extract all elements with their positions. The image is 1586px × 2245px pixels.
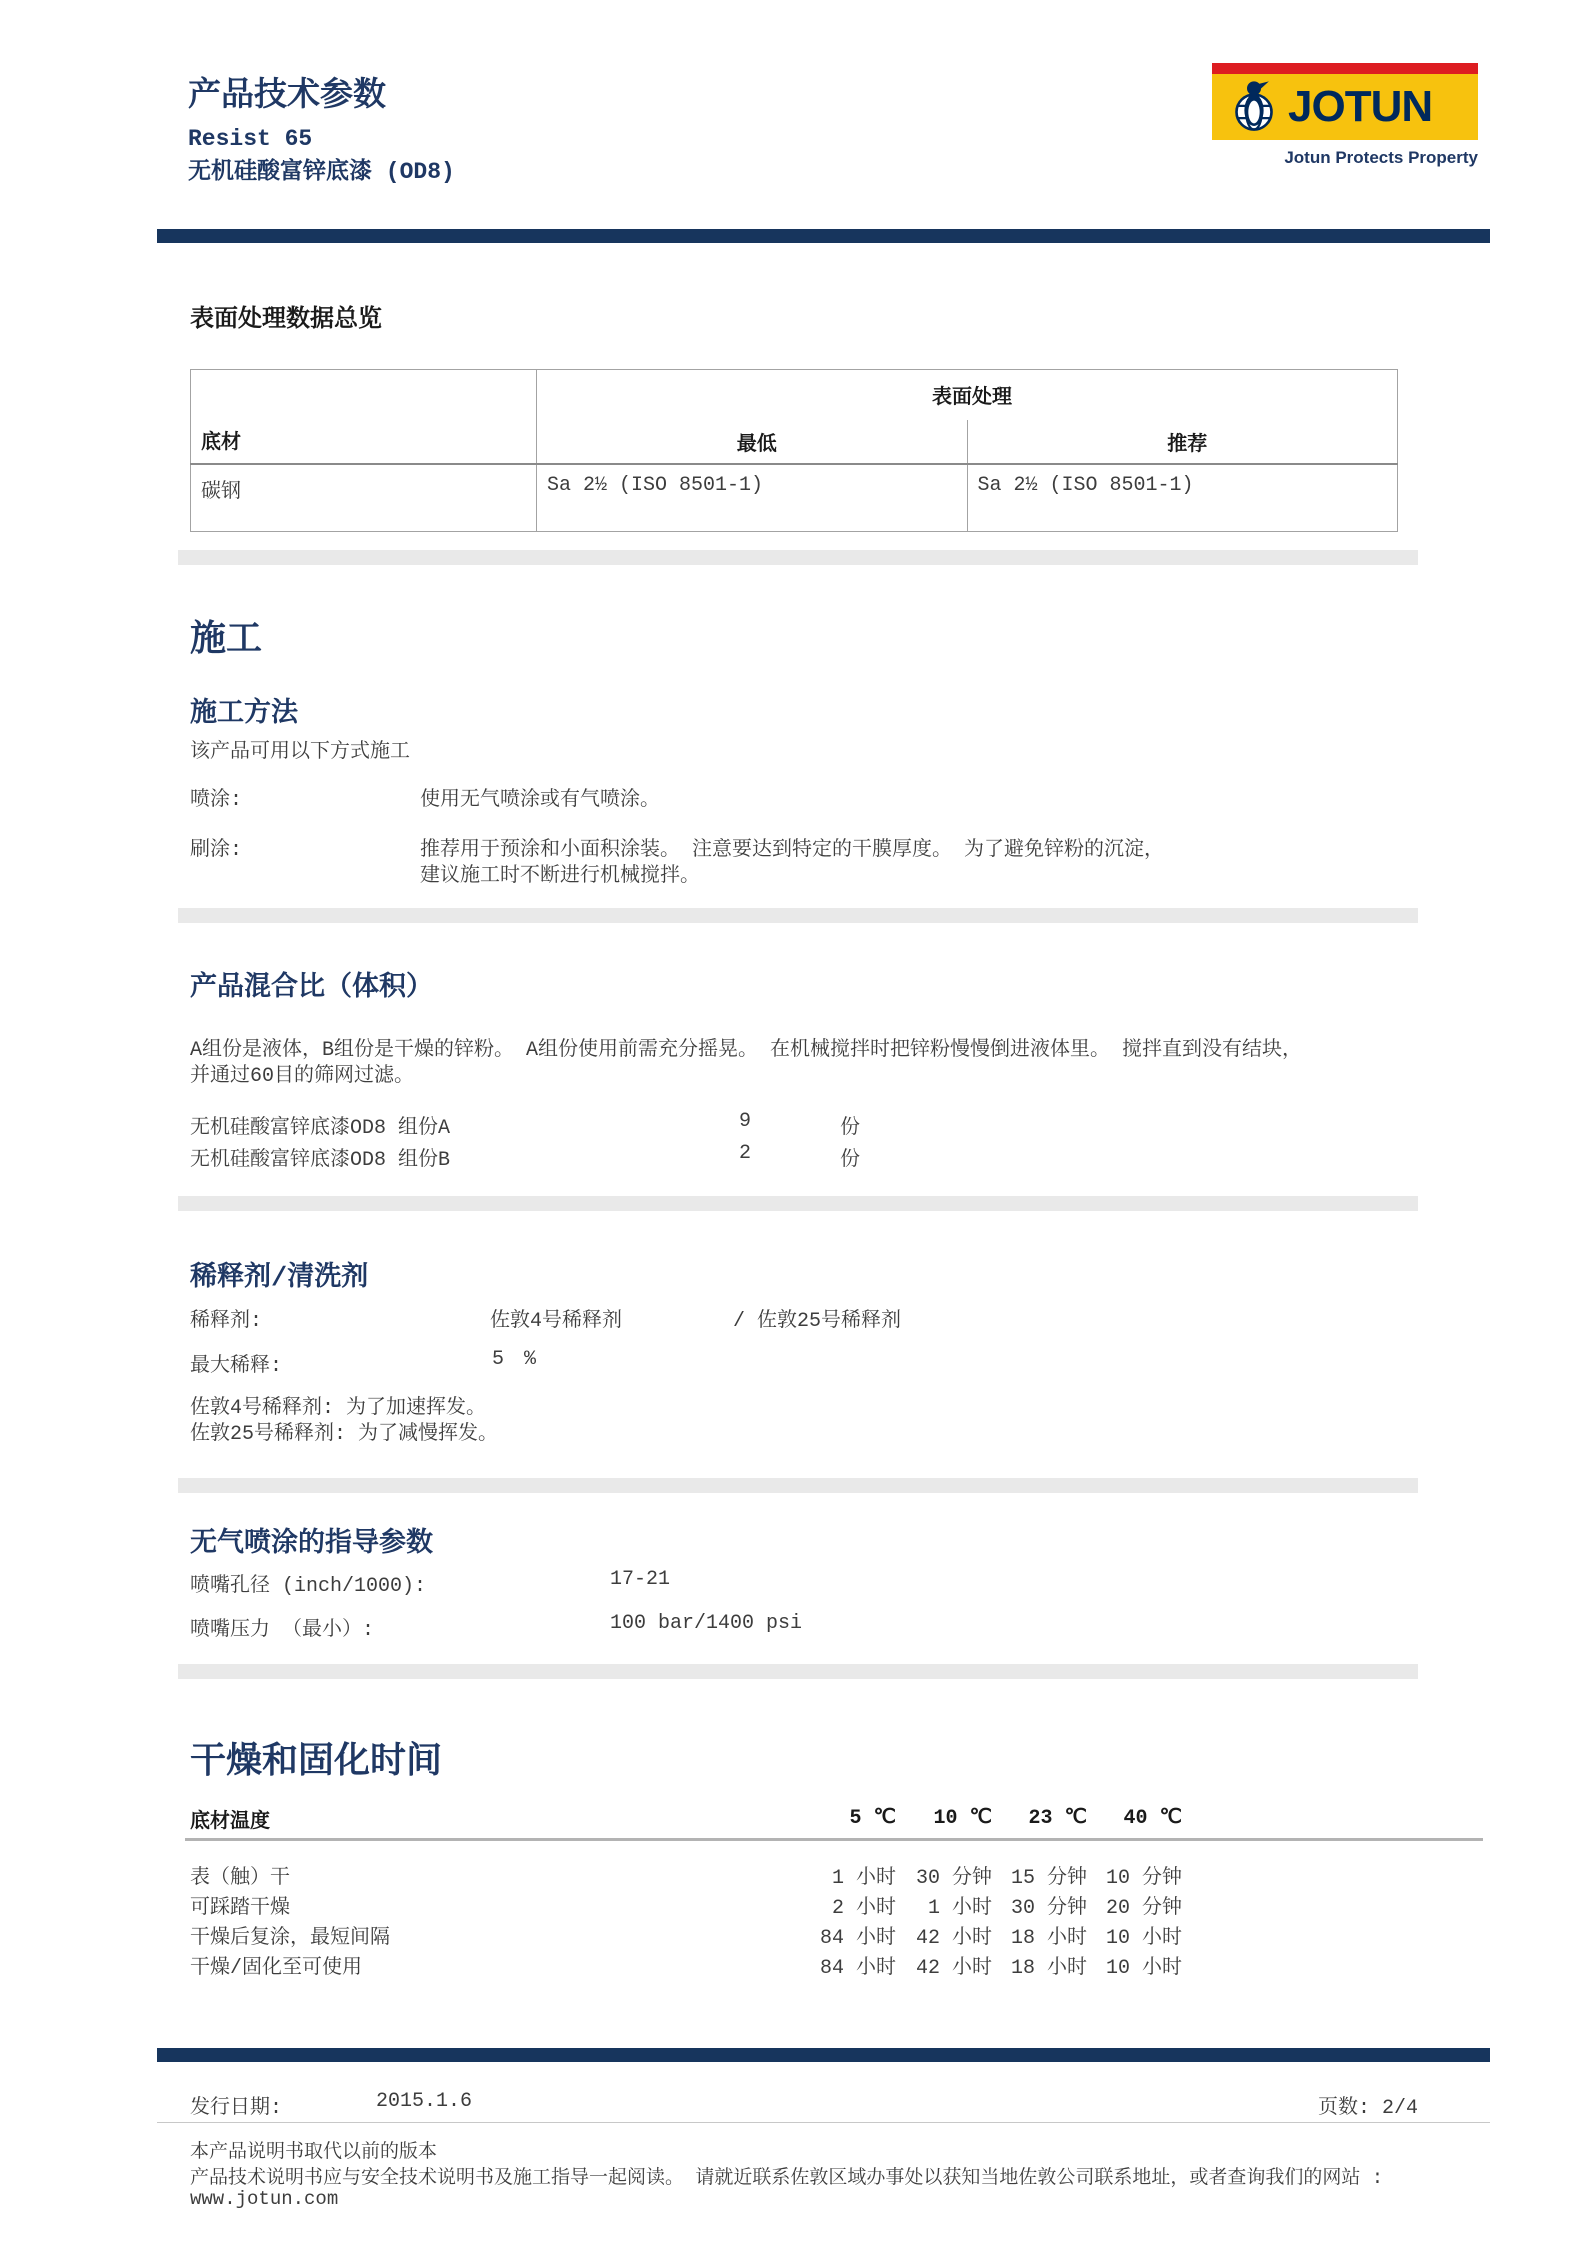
max-dilution-label: 最大稀释: xyxy=(190,1355,283,1378)
issue-date-value: 2015.1.6 xyxy=(376,2090,473,2113)
mixing-component-a-unit: 份 xyxy=(840,1117,860,1140)
drying-value: 42 小时 xyxy=(915,1957,992,1980)
subsection-title-mixing: 产品混合比（体积） xyxy=(190,974,433,1004)
product-name: Resist 65 xyxy=(188,126,313,152)
drying-value: 84 小时 xyxy=(819,1927,896,1950)
drying-temp-col-1: 5 ℃ xyxy=(849,1807,896,1830)
drying-value: 20 分钟 xyxy=(1105,1897,1182,1920)
drying-row-label: 干燥后复涂，最短间隔 xyxy=(190,1927,390,1950)
subsection-title-methods: 施工方法 xyxy=(190,700,298,730)
issue-date-label: 发行日期: xyxy=(190,2097,283,2120)
drying-value: 2 小时 xyxy=(831,1897,896,1920)
drying-header-substrate-temp: 底材温度 xyxy=(190,1811,270,1834)
logo-wordmark: JOTUN xyxy=(1288,82,1433,131)
jotun-logo xyxy=(1212,63,1478,140)
surface-prep-table xyxy=(190,369,1398,532)
drying-value: 84 小时 xyxy=(819,1957,896,1980)
method-value-spray: 使用无气喷涂或有气喷涂。 xyxy=(420,789,660,812)
mixing-desc-line1: A组份是液体，B组份是干燥的锌粉。 A组份使用前需充分摇晃。 在机械搅拌时把锌粉慢慢倒进液体里。 搅拌直到没有结块， xyxy=(190,1039,1303,1062)
logo-red-bar xyxy=(1212,63,1478,74)
footer-note-1: 本产品说明书取代以前的版本 xyxy=(190,2141,438,2163)
drying-row-label: 干燥/固化至可使用 xyxy=(190,1957,363,1980)
penguin-globe-icon xyxy=(1226,77,1282,138)
header-divider-bar xyxy=(157,229,1490,243)
nozzle-pressure-label: 喷嘴压力 （最小）: xyxy=(190,1619,375,1642)
nozzle-size-label: 喷嘴孔径 (inch/1000): xyxy=(190,1575,427,1598)
drying-value: 30 分钟 xyxy=(1010,1897,1087,1920)
footer-website: www.jotun.com xyxy=(190,2188,339,2210)
section-title-drying: 干燥和固化时间 xyxy=(190,1742,443,1783)
drying-value: 1 小时 xyxy=(927,1897,992,1920)
drying-row-label: 表（触）干 xyxy=(190,1867,290,1890)
drying-value: 10 分钟 xyxy=(1105,1867,1182,1890)
method-value-brush-line2: 建议施工时不断进行机械搅拌。 xyxy=(420,865,700,888)
footer-divider-bar xyxy=(157,2048,1490,2062)
method-label-brush: 刷涂: xyxy=(190,839,243,862)
logo-yellow-panel xyxy=(1212,74,1478,140)
drying-value: 1 小时 xyxy=(831,1867,896,1890)
drying-temp-col-2: 10 ℃ xyxy=(933,1807,992,1830)
cell-recommended: Sa 2½ (ISO 8501-1) xyxy=(967,464,1398,532)
subsection-title-thinner: 稀释剂/清洗剂 xyxy=(190,1264,369,1294)
subsection-title-airless: 无气喷涂的指导参数 xyxy=(190,1530,433,1560)
col-header-recommended: 推荐 xyxy=(967,420,1398,464)
section-separator xyxy=(178,1664,1418,1679)
footer-note-2: 产品技术说明书应与安全技术说明书及施工指导一起阅读。 请就近联系佐敦区域办事处以获知当地佐敦公司联系地址，或者查询我们的网站 : xyxy=(190,2167,1384,2189)
nozzle-pressure-value: 100 bar/1400 psi xyxy=(610,1612,803,1635)
drying-header-rule xyxy=(185,1838,1483,1841)
drying-value: 30 分钟 xyxy=(915,1867,992,1890)
cell-substrate: 碳钢 xyxy=(191,464,537,532)
page-title: 产品技术参数 xyxy=(188,78,386,115)
thinner-note-2: 佐敦25号稀释剂: 为了减慢挥发。 xyxy=(190,1423,499,1446)
drying-value: 10 小时 xyxy=(1105,1957,1182,1980)
mixing-desc-line2: 并通过60目的筛网过滤。 xyxy=(190,1065,415,1088)
footer-rule xyxy=(157,2122,1490,2123)
col-header-minimum: 最低 xyxy=(736,433,777,457)
drying-temp-col-3: 23 ℃ xyxy=(1028,1807,1087,1830)
method-value-brush-line1: 推荐用于预涂和小面积涂装。 注意要达到特定的干膜厚度。 为了避免锌粉的沉淀， xyxy=(420,839,1165,862)
section-separator xyxy=(178,1478,1418,1493)
max-dilution-unit: % xyxy=(524,1348,537,1371)
nozzle-size-value: 17-21 xyxy=(610,1568,671,1591)
drying-value: 18 小时 xyxy=(1010,1957,1087,1980)
section-title-surface-prep: 表面处理数据总览 xyxy=(190,307,382,334)
mixing-component-b-value: 2 xyxy=(738,1142,751,1165)
col-group-header: 表面处理 xyxy=(932,387,1012,410)
thinner-note-1: 佐敦4号稀释剂: 为了加速挥发。 xyxy=(190,1397,487,1420)
cell-minimum: Sa 2½ (ISO 8501-1) xyxy=(537,464,968,532)
mixing-component-a-value: 9 xyxy=(738,1110,751,1133)
table-row xyxy=(191,464,1398,532)
max-dilution-value: 5 xyxy=(492,1348,505,1371)
drying-value: 15 分钟 xyxy=(1010,1867,1087,1890)
section-separator xyxy=(178,908,1418,923)
section-separator xyxy=(178,1196,1418,1211)
col-header-substrate: 底材 xyxy=(191,370,537,465)
logo-tagline: Jotun Protects Property xyxy=(1284,148,1478,167)
thinner-label: 稀释剂: xyxy=(190,1310,263,1333)
product-description: 无机硅酸富锌底漆 (OD8) xyxy=(188,159,455,185)
thinner-value-alt: / 佐敦25号稀释剂 xyxy=(733,1310,902,1333)
drying-value: 10 小时 xyxy=(1105,1927,1182,1950)
methods-intro: 该产品可用以下方式施工 xyxy=(190,741,410,764)
section-title-application: 施工 xyxy=(190,620,263,661)
drying-temp-col-4: 40 ℃ xyxy=(1123,1807,1182,1830)
mixing-component-a-label: 无机硅酸富锌底漆OD8 组份A xyxy=(190,1117,451,1140)
thinner-value: 佐敦4号稀释剂 xyxy=(490,1310,623,1333)
drying-value: 18 小时 xyxy=(1010,1927,1087,1950)
drying-value: 42 小时 xyxy=(915,1927,992,1950)
mixing-component-b-unit: 份 xyxy=(840,1149,860,1172)
section-separator xyxy=(178,550,1418,565)
drying-row-label: 可踩踏干燥 xyxy=(190,1897,290,1920)
mixing-component-b-label: 无机硅酸富锌底漆OD8 组份B xyxy=(190,1149,451,1172)
page-number: 页数: 2/4 xyxy=(1318,2097,1419,2120)
method-label-spray: 喷涂: xyxy=(190,789,243,812)
